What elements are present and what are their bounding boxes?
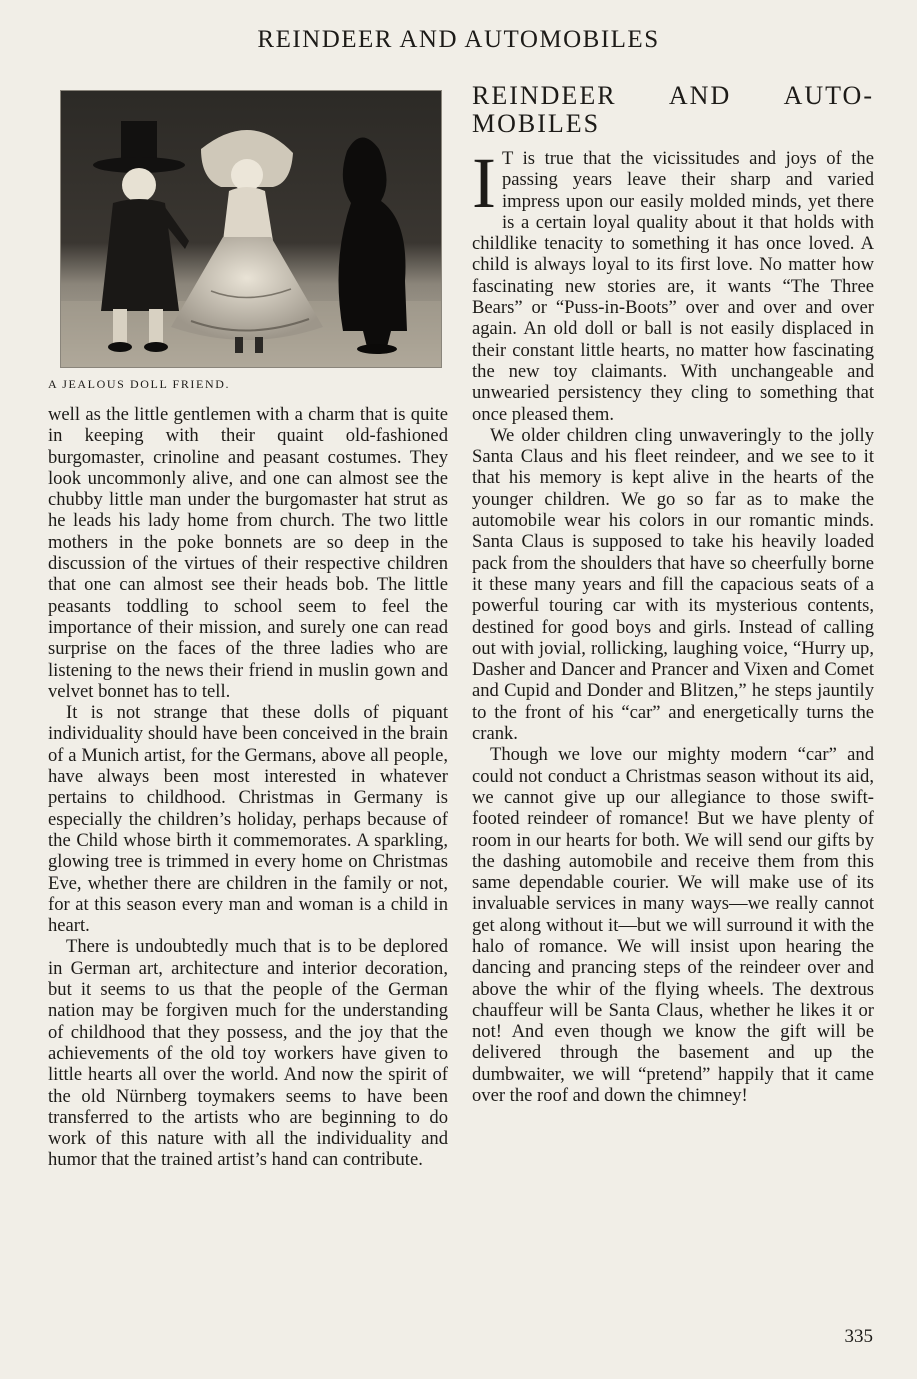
article-paragraph-1 — [472, 143, 874, 425]
doll-photograph — [60, 90, 442, 368]
running-header: REINDEER AND AUTOMOBILES — [257, 26, 660, 53]
article-paragraph-2: We older children cling unwaveringly to the jolly Santa Claus and his fleet reindeer, and we see to it that his memory is kept alive in the hearts of the younger children. We go so far as to make the automobile wear his colors in our romantic minds. Santa Claus is supposed to take his heavily loaded pack from the shoulders that have so cheerfully borne it these many years and fill the capacious seats of a powerful touring car with its mysterious contents, destined for good boys and girls. Instead of calling out with jovial, rollicking, laughing voice, “Hurry up, Dasher and Dancer and Prancer and Vixen and Comet and Cupid and Donder and Blitzen,” he steps jauntily to the front of his “car” and energetically turns the crank. — [472, 424, 874, 745]
article-paragraph-1-text: T is true that the vicissitudes and joys of the passing years leave their sharp and varied impress upon our easily molded minds, yet there is a certain loyal quality about it that holds with childlike tenacity to something it has once loved. A child is always loyal to its first love. No matter how fascinating new stories are, it wants “The Three Bears” or “Puss-in-Boots” over and over and over again. An old doll or ball is not easily displaced in their constant little hearts, no matter how fascinating the new toy claimants. With unchangeable and unwearied persistency they cling to something that once pleased them. — [472, 148, 874, 425]
drop-cap: I — [472, 143, 496, 223]
left-paragraph-2: It is not strange that these dolls of piquant individuality should have been conceived in the brain of a Munich artist, for the Germans, above all people, have always been most interested in whatever pertains to childhood. Christmas in Germany is especially the children’s holiday, perhaps because of the Child whose birth it commemorates. A sparkling, glowing tree is trimmed in every home on Christmas Eve, whether there are children in the family or not, for at this season every man and woman is a child in heart. — [48, 702, 448, 937]
article-title: REINDEER AND AUTO-MOBILES — [472, 81, 874, 138]
left-column — [48, 90, 448, 1171]
left-paragraph-3: There is undoubtedly much that is to be deplored in German art, architecture and interior decoration, but it seems to us that the people of the German nation may be forgiven much for the understanding of childhood that they possess, and the joy that the achievements of the old toy workers have given to little hearts all over the world. And now the spirit of the old Nürnberg toymakers seems to have been transferred to the artists who are beginning to do work of this nature with all the individuality and humor that the trained artist’s hand can contribute. — [48, 936, 448, 1171]
left-paragraph-1: well as the little gentlemen with a charm that is quite in keeping with their quaint old-fashioned burgomaster, crinoline and peasant costumes. They look uncommonly alive, and one can almost see the chubby little man under the burgomaster hat strut as he leads his lady home from church. The two little mothers in the poke bonnets are so deep in the discussion of the virtues of their respective children that one can almost see their heads bob. The little peasants toddling to school seem to feel the importance of their mission, and surely one can read surprise on the faces of the three ladies who are listening to the news their friend in muslin gown and velvet bonnet has to tell. — [48, 404, 448, 702]
article-paragraph-3: Though we love our mighty modern “car” and could not conduct a Christmas season without its aid, we cannot give up our allegiance to those swift-footed reindeer of romance! But we have plenty of room in our hearts for both. We will send our gifts by the dashing automobile and receive them from this same dependable courier. We will make use of its invaluable services in many ways—we really cannot get along without it—but we will surround it with the halo of romance. We will insist upon hearing the dancing and prancing steps of the reindeer over and above the whir of the flying wheels. The dextrous chauffeur will be Santa Claus, whether he likes it or not! And even though we know the gift will be delivered through the basement and up the dumbwaiter, we will “pretend” happily that it came over the roof and down the chimney! — [472, 744, 874, 1107]
right-column — [472, 81, 874, 1107]
photo-caption: A JEALOUS DOLL FRIEND. — [48, 377, 231, 391]
page-number: 335 — [844, 1326, 873, 1347]
